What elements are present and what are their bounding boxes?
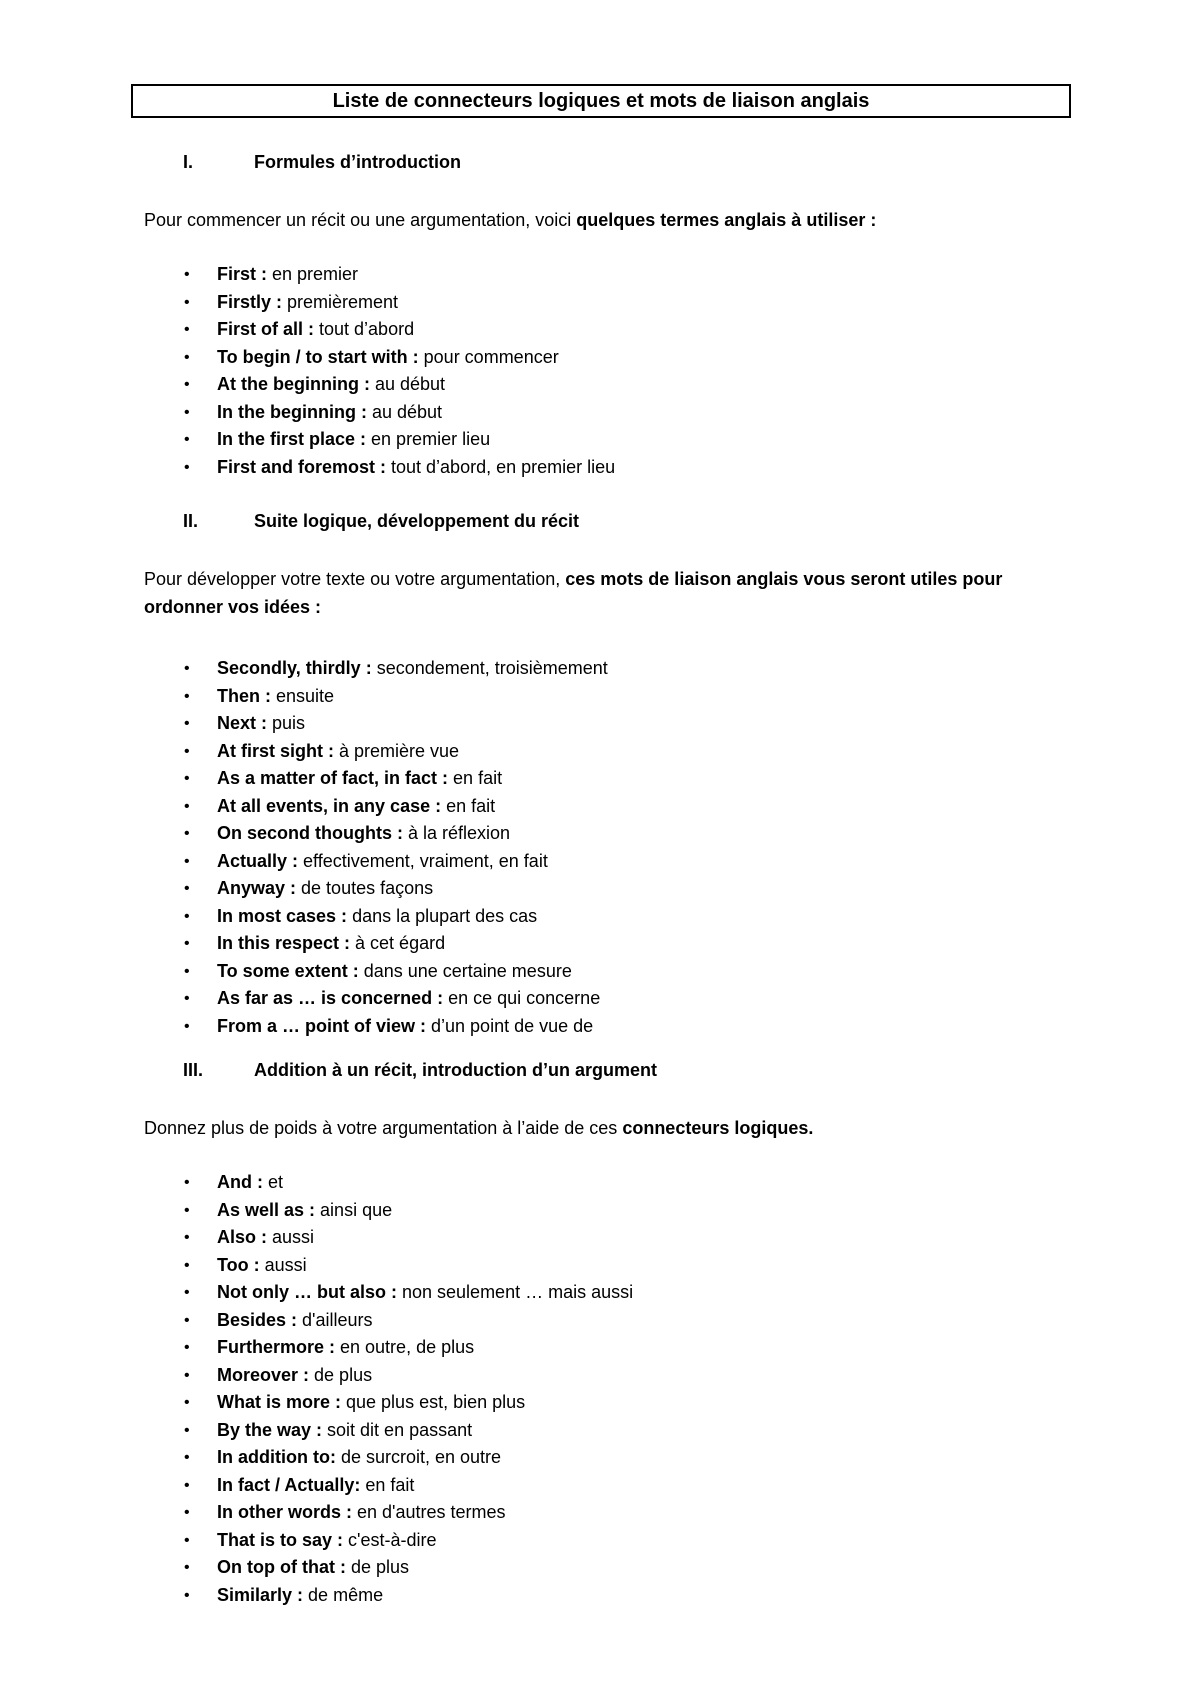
bullet-icon: • bbox=[184, 1449, 190, 1466]
bullet-icon: • bbox=[184, 990, 190, 1007]
bullet-icon: • bbox=[184, 935, 190, 952]
list-item bbox=[0, 1307, 1200, 1335]
connector-translation: de plus bbox=[345, 1557, 410, 1577]
connector-term: Anyway : bbox=[217, 878, 297, 898]
connector-term: In other words : bbox=[217, 1502, 352, 1522]
connector-translation: premièrement bbox=[282, 291, 399, 312]
connector-list bbox=[0, 655, 1200, 1040]
bullet-icon: • bbox=[184, 1504, 190, 1521]
bullet-icon: • bbox=[184, 660, 190, 677]
section-number: II. bbox=[183, 511, 199, 531]
connector-term: In the beginning : bbox=[217, 401, 367, 422]
list-item bbox=[0, 1582, 1200, 1610]
list-item bbox=[0, 1499, 1200, 1527]
connector-translation: soit dit en passant bbox=[322, 1419, 473, 1440]
connector-term: By the way : bbox=[217, 1419, 323, 1440]
bullet-icon: • bbox=[184, 1339, 190, 1356]
bullet-icon: • bbox=[184, 687, 190, 705]
section-number: I. bbox=[183, 152, 194, 172]
list-item bbox=[0, 1362, 1200, 1390]
bullet-icon: • bbox=[184, 1366, 190, 1384]
connector-term: That is to say : bbox=[217, 1529, 344, 1550]
connector-translation: dans une certaine mesure bbox=[358, 960, 572, 981]
bullet-icon: • bbox=[184, 797, 190, 815]
intro-text: Donnez plus de poids à votre argumentation à l’aide de ces bbox=[144, 1118, 623, 1138]
list-item bbox=[0, 1554, 1200, 1582]
connector-list bbox=[0, 261, 1200, 481]
connector-list bbox=[0, 1169, 1200, 1609]
connector-translation: que plus est, bien plus bbox=[341, 1392, 526, 1412]
section-heading bbox=[0, 511, 1200, 538]
bullet-icon: • bbox=[184, 715, 190, 732]
document-title: Liste de connecteurs logiques et mots de liaison anglais bbox=[131, 84, 1071, 118]
list-item bbox=[0, 848, 1200, 876]
section-intro bbox=[144, 1114, 1064, 1142]
list-item bbox=[0, 1279, 1200, 1307]
connector-translation: de même bbox=[303, 1584, 384, 1605]
bullet-icon: • bbox=[184, 1559, 190, 1576]
connector-translation: au début bbox=[366, 401, 443, 422]
connector-translation: puis bbox=[267, 713, 306, 733]
connector-term: On second thoughts : bbox=[217, 823, 403, 843]
intro-bold-text: quelques termes anglais à utiliser : bbox=[576, 210, 877, 230]
section-development bbox=[0, 511, 1200, 1040]
connector-translation: en premier bbox=[267, 264, 359, 284]
section-intro bbox=[144, 206, 1064, 234]
connector-term: Firstly : bbox=[217, 291, 283, 312]
connector-translation: aussi bbox=[267, 1227, 315, 1247]
connector-translation: à cet égard bbox=[350, 933, 446, 953]
bullet-icon: • bbox=[184, 458, 190, 476]
connector-translation: en fait bbox=[360, 1474, 415, 1495]
list-item bbox=[0, 1417, 1200, 1445]
connector-translation: à première vue bbox=[334, 740, 460, 761]
list-item bbox=[0, 655, 1200, 683]
connector-term: Furthermore : bbox=[217, 1337, 336, 1357]
section-title: Addition à un récit, introduction d’un argument bbox=[254, 1060, 657, 1080]
bullet-icon: • bbox=[184, 852, 190, 870]
list-item bbox=[0, 820, 1200, 848]
connector-term: Next : bbox=[217, 713, 268, 733]
bullet-icon: • bbox=[184, 348, 190, 366]
list-item bbox=[0, 765, 1200, 793]
connector-term: Similarly : bbox=[217, 1584, 304, 1605]
connector-term: What is more : bbox=[217, 1392, 342, 1412]
list-item bbox=[0, 793, 1200, 821]
connector-term: To some extent : bbox=[217, 960, 359, 981]
connector-translation: en d'autres termes bbox=[352, 1502, 506, 1522]
intro-text: Pour développer votre texte ou votre argumentation, bbox=[144, 569, 566, 589]
connector-translation: à la réflexion bbox=[403, 823, 511, 843]
section-title: Formules d’introduction bbox=[254, 152, 461, 172]
connector-translation: c'est-à-dire bbox=[343, 1529, 437, 1550]
section-title: Suite logique, développement du récit bbox=[254, 511, 580, 531]
bullet-icon: • bbox=[184, 293, 190, 311]
connector-translation: de toutes façons bbox=[296, 878, 434, 898]
connector-term: Secondly, thirdly : bbox=[217, 658, 372, 678]
connector-term: Moreover : bbox=[217, 1364, 310, 1385]
section-introduction bbox=[0, 152, 1200, 481]
connector-translation: non seulement … mais aussi bbox=[397, 1282, 634, 1302]
bullet-icon: • bbox=[184, 1284, 190, 1301]
intro-text: Pour commencer un récit ou une argumentation, voici bbox=[144, 210, 577, 230]
list-item bbox=[0, 738, 1200, 766]
list-item bbox=[0, 1389, 1200, 1417]
bullet-icon: • bbox=[184, 770, 190, 787]
connector-term: From a … point of view : bbox=[217, 1015, 427, 1036]
list-item bbox=[0, 1527, 1200, 1555]
connector-translation: et bbox=[262, 1172, 283, 1192]
connector-term: In most cases : bbox=[217, 905, 348, 926]
connector-translation: dans la plupart des cas bbox=[347, 905, 538, 926]
connector-translation: en outre, de plus bbox=[335, 1337, 475, 1357]
connector-term: Not only … but also : bbox=[217, 1282, 397, 1302]
list-item bbox=[0, 875, 1200, 903]
list-item bbox=[0, 399, 1200, 427]
section-addition bbox=[0, 1060, 1200, 1609]
list-item bbox=[0, 1169, 1200, 1197]
bullet-icon: • bbox=[184, 376, 190, 393]
connector-term: And : bbox=[217, 1172, 263, 1192]
list-item bbox=[0, 344, 1200, 372]
list-item bbox=[0, 1197, 1200, 1225]
bullet-icon: • bbox=[184, 1201, 190, 1219]
list-item bbox=[0, 371, 1200, 399]
connector-term: Besides : bbox=[217, 1309, 298, 1330]
list-item bbox=[0, 1013, 1200, 1041]
connector-term: In the first place : bbox=[217, 429, 367, 449]
section-intro bbox=[144, 565, 1064, 621]
connector-term: Too : bbox=[217, 1254, 260, 1275]
connector-term: In this respect : bbox=[217, 933, 351, 953]
list-item bbox=[0, 454, 1200, 482]
connector-translation: de surcroit, en outre bbox=[335, 1447, 502, 1467]
list-item bbox=[0, 1334, 1200, 1362]
bullet-icon: • bbox=[184, 1174, 190, 1191]
list-item bbox=[0, 985, 1200, 1013]
list-item bbox=[0, 958, 1200, 986]
connector-translation: tout d’abord bbox=[314, 319, 415, 339]
bullet-icon: • bbox=[184, 1476, 190, 1494]
section-heading bbox=[0, 1060, 1200, 1087]
bullet-icon: • bbox=[184, 1017, 190, 1035]
connector-translation: de plus bbox=[309, 1364, 373, 1385]
bullet-icon: • bbox=[184, 742, 190, 760]
connector-translation: en ce qui concerne bbox=[443, 988, 601, 1008]
list-item bbox=[0, 683, 1200, 711]
bullet-icon: • bbox=[184, 962, 190, 980]
connector-translation: ainsi que bbox=[315, 1199, 393, 1220]
connector-term: On top of that : bbox=[217, 1557, 346, 1577]
list-item bbox=[0, 903, 1200, 931]
list-item bbox=[0, 710, 1200, 738]
connector-term: To begin / to start with : bbox=[217, 346, 419, 367]
connector-term: Also : bbox=[217, 1227, 268, 1247]
intro-bold-text: connecteurs logiques. bbox=[622, 1118, 814, 1138]
connector-term: At the beginning : bbox=[217, 374, 370, 394]
connector-translation: d’un point de vue de bbox=[426, 1015, 594, 1036]
section-heading bbox=[0, 152, 1200, 179]
bullet-icon: • bbox=[184, 825, 190, 842]
connector-translation: aussi bbox=[259, 1254, 307, 1275]
list-item bbox=[0, 289, 1200, 317]
bullet-icon: • bbox=[184, 1421, 190, 1439]
connector-translation: en fait bbox=[441, 795, 496, 816]
bullet-icon: • bbox=[184, 1311, 190, 1329]
bullet-icon: • bbox=[184, 1256, 190, 1274]
connector-translation: au début bbox=[369, 374, 446, 394]
connector-translation: tout d’abord, en premier lieu bbox=[386, 456, 616, 477]
bullet-icon: • bbox=[184, 321, 190, 338]
connector-translation: pour commencer bbox=[418, 346, 559, 367]
list-item bbox=[0, 426, 1200, 454]
bullet-icon: • bbox=[184, 266, 190, 283]
connector-term: As a matter of fact, in fact : bbox=[217, 768, 449, 788]
connector-term: As far as … is concerned : bbox=[217, 988, 444, 1008]
connector-term: In fact / Actually: bbox=[217, 1474, 361, 1495]
connector-term: First and foremost : bbox=[217, 456, 387, 477]
connector-term: Then : bbox=[217, 685, 271, 706]
intro-bold-text: ces mots de liaison anglais vous seront utiles pour ordonner vos idées : bbox=[144, 569, 1003, 617]
connector-term: First of all : bbox=[217, 319, 315, 339]
connector-term: In addition to: bbox=[217, 1447, 336, 1467]
connector-translation: d'ailleurs bbox=[297, 1309, 373, 1330]
list-item bbox=[0, 1224, 1200, 1252]
connector-term: At first sight : bbox=[217, 740, 334, 761]
connector-translation: ensuite bbox=[271, 685, 335, 706]
bullet-icon: • bbox=[184, 1531, 190, 1549]
bullet-icon: • bbox=[184, 1394, 190, 1411]
connector-translation: effectivement, vraiment, en fait bbox=[298, 850, 548, 871]
connector-translation: secondement, troisièmement bbox=[371, 658, 608, 678]
connector-term: First : bbox=[217, 264, 268, 284]
bullet-icon: • bbox=[184, 403, 190, 421]
list-item bbox=[0, 930, 1200, 958]
connector-term: At all events, in any case : bbox=[217, 795, 442, 816]
list-item bbox=[0, 1444, 1200, 1472]
list-item bbox=[0, 316, 1200, 344]
connector-translation: en premier lieu bbox=[366, 429, 491, 449]
list-item bbox=[0, 1472, 1200, 1500]
connector-translation: en fait bbox=[448, 768, 503, 788]
list-item bbox=[0, 261, 1200, 289]
list-item bbox=[0, 1252, 1200, 1280]
section-number: III. bbox=[183, 1060, 204, 1080]
bullet-icon: • bbox=[184, 1586, 190, 1604]
bullet-icon: • bbox=[184, 907, 190, 925]
bullet-icon: • bbox=[184, 880, 190, 897]
bullet-icon: • bbox=[184, 1229, 190, 1246]
connector-term: Actually : bbox=[217, 850, 299, 871]
connector-term: As well as : bbox=[217, 1199, 316, 1220]
bullet-icon: • bbox=[184, 431, 190, 448]
